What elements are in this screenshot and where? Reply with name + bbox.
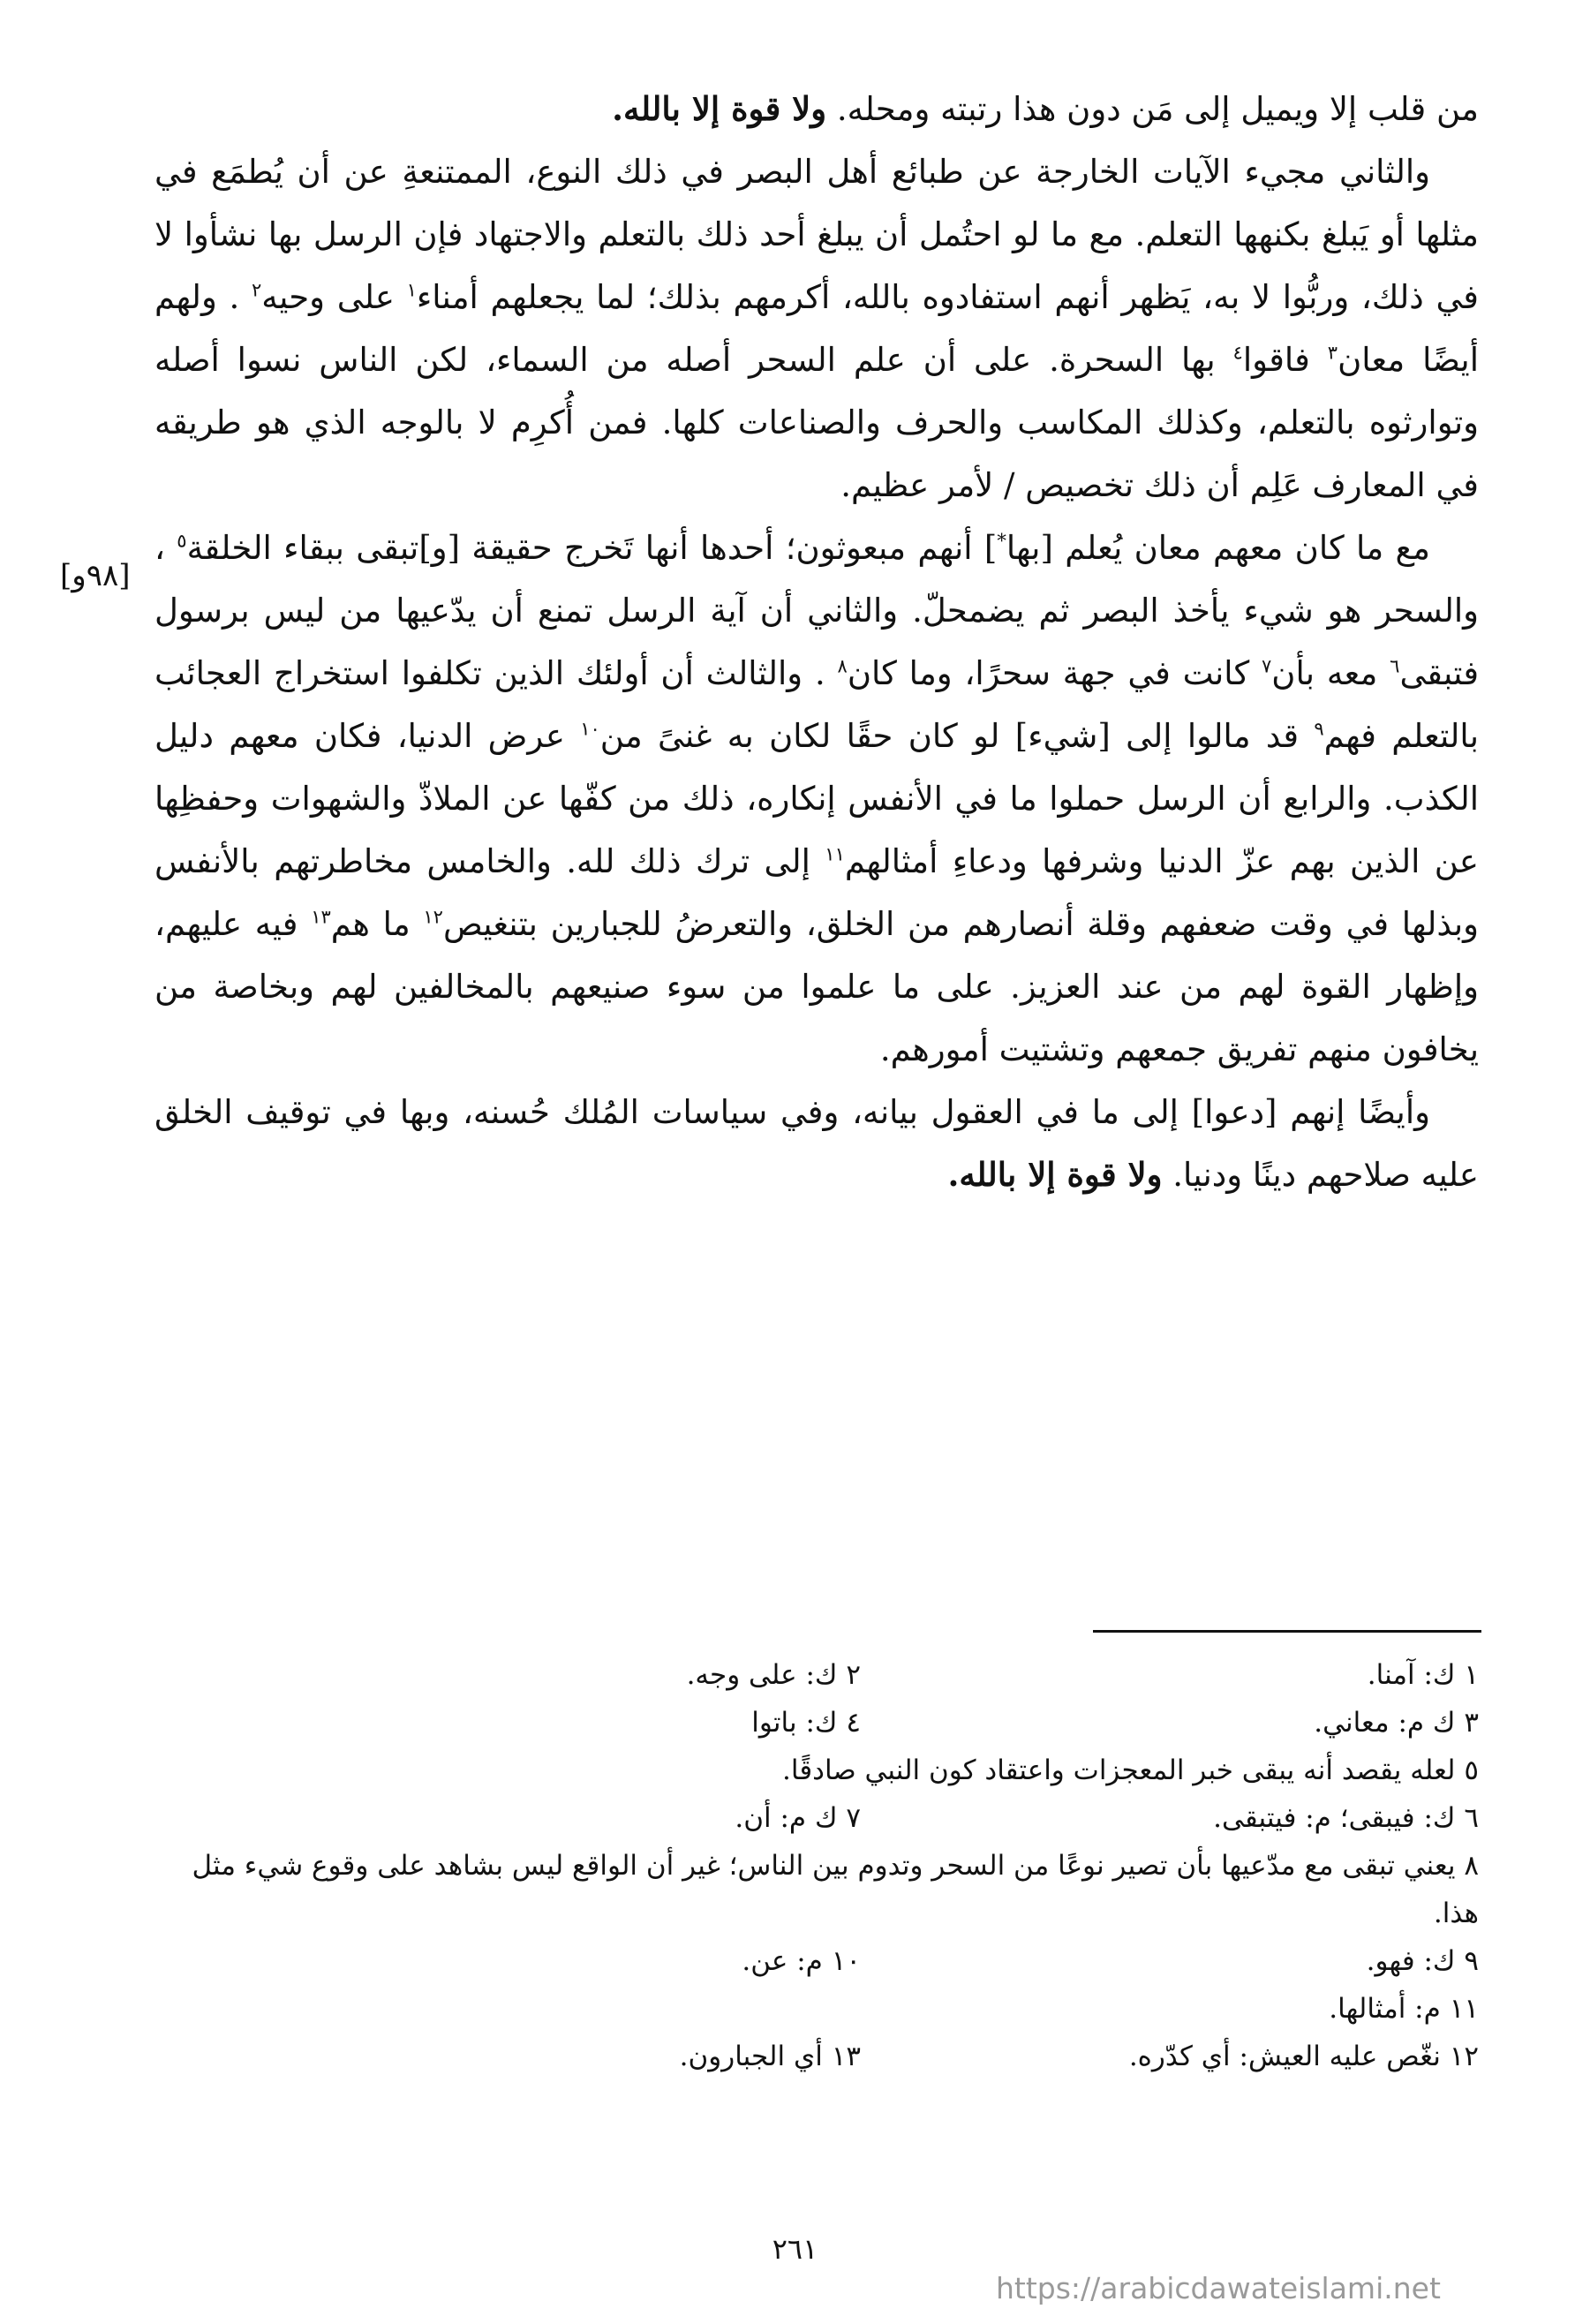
footnote-row bbox=[154, 1699, 1479, 1747]
footnote-row bbox=[154, 2033, 1479, 2080]
paragraph-2-text-c: . ولهم أيضًا معان bbox=[154, 278, 1480, 379]
footnote-ref-12: ١٢ bbox=[423, 906, 443, 928]
footnote-4: ٤ ك: باتوا bbox=[751, 1707, 861, 1739]
main-text bbox=[154, 78, 1479, 1206]
footnote-12: ١٢ نغّص عليه العيش: أي كدّره. bbox=[1128, 2041, 1479, 2072]
paragraph-3-text-b: ] أنهم مبعوثون؛ أحدها أنها تَخرج حقيقة [و]تبقى ببقاء الخلقة bbox=[186, 529, 998, 567]
paragraph-3-text-d: معه بأن bbox=[1271, 654, 1378, 692]
footnote-ref-6: ٦ bbox=[1390, 655, 1400, 677]
watermark: https://arabicdawateislami.net bbox=[996, 2271, 1441, 2305]
footnote-11: ١١ م: أمثالها. bbox=[1329, 1993, 1479, 2025]
footnote-10: ١٠ م: عن. bbox=[742, 1945, 861, 1977]
paragraph-3-text-g: قد مالوا إلى [شيء] لو كان حقًا لكان به غنىً من bbox=[599, 717, 1300, 755]
footnote-row bbox=[154, 1747, 1479, 1794]
paragraph-1-text: من قلب إلا ويميل إلى مَن دون هذا رتبته ومحله. bbox=[836, 90, 1479, 128]
footnote-row bbox=[154, 1985, 1479, 2033]
paragraph-2-text-e: بها السحرة. على أن علم السحر أصله من السماء، لكن الناس نسوا أصله وتوارثوه بالتعلم، وكذلك المكاسب والحرف والصناعات كلها. فمن أُكرِم لا بالوجه الذي هو طريقه في المعارف عَلِم أن ذلك تخصيص / لأمر عظيم. bbox=[154, 341, 1479, 504]
footnote-6: ٦ ك: فيبقى؛ م: فيتبقى. bbox=[1213, 1802, 1479, 1834]
paragraph-3-text-f: . والثالث أن أولئك الذين تكلفوا استخراج العجائب بالتعلم فهم bbox=[154, 654, 1479, 755]
footnote-3: ٣ ك م: معاني. bbox=[1314, 1707, 1479, 1739]
footnote-row bbox=[154, 1794, 1479, 1842]
footnote-1: ١ ك: آمنا. bbox=[1367, 1659, 1479, 1691]
footnote-row bbox=[154, 1937, 1479, 1985]
paragraph-3-text-c: ، والسحر هو شيء يأخذ البصر ثم يضمحلّ. والثاني أن آية الرسل تمنع أن يدّعيها من ليس برسول فتبقى bbox=[154, 529, 1480, 692]
paragraph-4 bbox=[154, 1081, 1479, 1206]
footnote-7: ٧ ك م: أن. bbox=[735, 1802, 861, 1834]
footnote-2: ٢ ك: على وجه. bbox=[686, 1659, 861, 1691]
footnote-row bbox=[154, 1842, 1479, 1937]
paragraph-3-text-i: إلى ترك ذلك لله. والخامس مخاطرتهم بالأنفس وبذلها في وقت ضعفهم وقلة أنصارهم من الخلق، والتعرضُ للجبارين بتنغيص bbox=[154, 842, 1479, 943]
paragraph-3-text-e: كانت في جهة سحرًا، وما كان bbox=[847, 654, 1250, 692]
paragraph-3-text-a: مع ما كان معهم معان يُعلم [بها bbox=[1006, 529, 1430, 567]
footnote-ref-7: ٧ bbox=[1262, 655, 1272, 677]
footnote-row bbox=[154, 1651, 1479, 1699]
paragraph-4-closing: ولا قوة إلا بالله. bbox=[947, 1155, 1163, 1194]
page-number: ٢٦١ bbox=[772, 2232, 818, 2266]
footnote-ref-5: ٥ bbox=[177, 530, 187, 552]
footnote-ref-9: ٩ bbox=[1314, 718, 1324, 740]
footnote-8: ٨ يعني تبقى مع مدّعيها بأن تصير نوعًا من السحر وتدوم بين الناس؛ غير أن الواقع ليس بشاهد على وقوع شيء مثل هذا. bbox=[192, 1850, 1479, 1929]
footnotes bbox=[154, 1651, 1479, 2080]
paragraph-2-text-a: والثاني مجيء الآيات الخارجة عن طبائع أهل البصر في ذلك النوع، الممتنعةِ عن أن يُطمَع في مثلها أو يَبلغ بكنهها التعلم. مع ما لو احتُمل أن يبلغ أحد ذلك بالتعلم والاجتهاد فإن الرسل بها نشأوا لا في ذلك، وربُّوا لا به، يَظهر أنهم استفادوه بالله، أكرمهم بذلك؛ لما يجعلهم أمناء bbox=[154, 153, 1479, 316]
folio-marker: [٩٨و] bbox=[60, 558, 131, 593]
paragraph-1 bbox=[154, 78, 1479, 140]
paragraph-3-text-h: عرض الدنيا، فكان معهم دليل الكذب. والرابع أن الرسل حملوا ما في الأنفس إنكاره، ذلك من كفّها عن الملاذّ والشهوات وحفظِها عن الذين بهم عزّ الدنيا وشرفها ودعاءِ أمثالهم bbox=[154, 717, 1479, 880]
footnote-ref-4: ٤ bbox=[1232, 342, 1243, 364]
footnote-separator bbox=[1093, 1630, 1481, 1633]
footnote-ref-3: ٣ bbox=[1327, 342, 1338, 364]
footnote-ref-10: ١٠ bbox=[580, 718, 600, 740]
footnote-5: ٥ لعله يقصد أنه يبقى خبر المعجزات واعتقاد كون النبي صادقًا. bbox=[782, 1754, 1479, 1786]
footnote-ref-2: ٢ bbox=[252, 279, 262, 301]
footnote-ref-8: ٨ bbox=[837, 655, 848, 677]
paragraph-1-closing: ولا قوة إلا بالله. bbox=[612, 89, 827, 128]
footnote-9: ٩ ك: فهو. bbox=[1366, 1945, 1479, 1977]
paragraph-3 bbox=[154, 517, 1479, 1081]
paragraph-2-text-b: على وحيه bbox=[261, 278, 395, 316]
paragraph-3-text-j: ما هم bbox=[330, 905, 411, 943]
footnote-ref-13: ١٣ bbox=[311, 906, 331, 928]
footnote-13: ١٣ أي الجبارون. bbox=[679, 2041, 861, 2072]
editor-star: * bbox=[997, 530, 1006, 552]
paragraph-2 bbox=[154, 140, 1479, 517]
footnote-ref-1: ١ bbox=[406, 279, 417, 301]
paragraph-3-text-k: فيه عليهم، وإظهار القوة لهم من عند العزيز. على ما علموا من سوء صنيعهم بالمخالفين لهم وبخاصة من يخافون منهم تفريق جمعهم وتشتيت أمورهم. bbox=[154, 905, 1479, 1068]
paragraph-2-text-d: فاقوا bbox=[1242, 341, 1310, 379]
footnote-ref-11: ١١ bbox=[825, 843, 845, 865]
paragraph-4-text: وأيضًا إنهم [دعوا] إلى ما في العقول بيانه، وفي سياسات المُلك حُسنه، وبها في توقيف الخلق عليه صلاحهم دينًا ودنيا. bbox=[154, 1093, 1479, 1194]
